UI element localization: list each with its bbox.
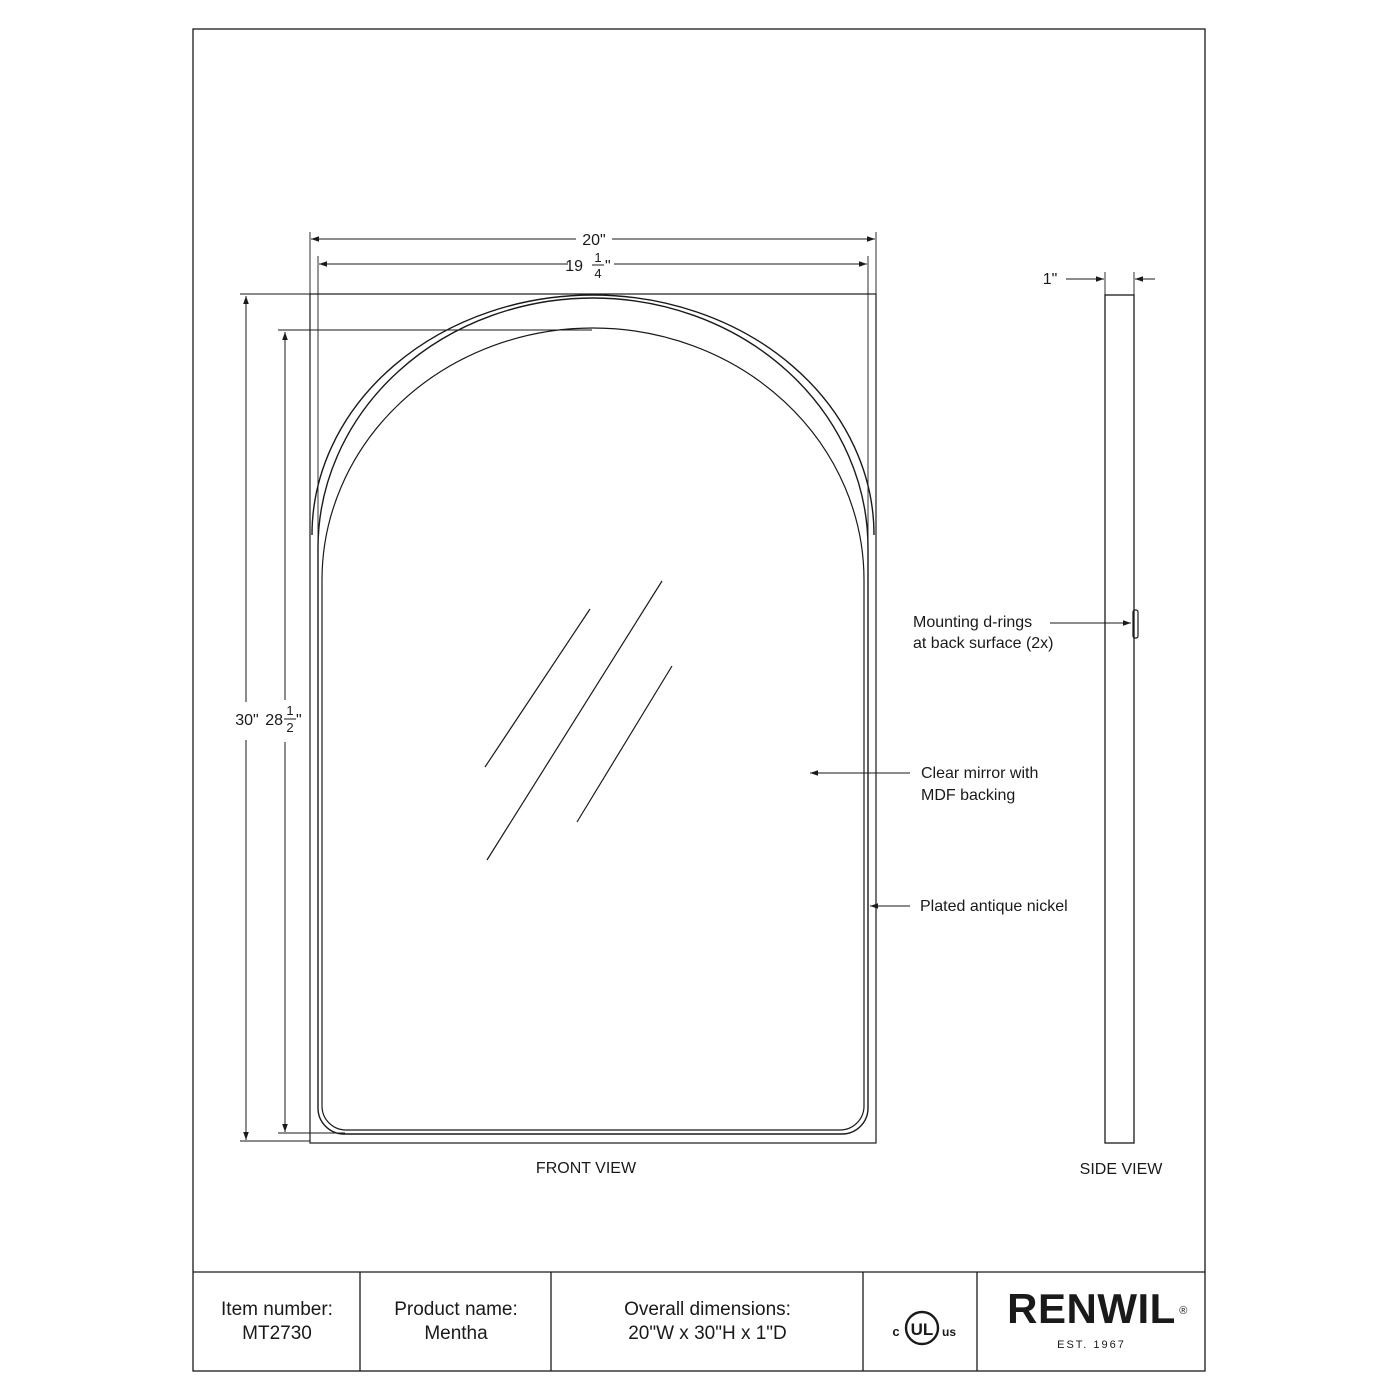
glass-reflection-line-3 bbox=[577, 666, 672, 822]
drings-callout-line-1: Mounting d-rings bbox=[913, 614, 1033, 631]
side-view bbox=[1066, 272, 1155, 1143]
inner-width-numerator: 1 bbox=[594, 250, 602, 265]
ul-center-text: UL bbox=[910, 1320, 934, 1339]
width-dimensions bbox=[310, 232, 876, 540]
mirror-callout-line-1: Clear mirror with bbox=[921, 765, 1039, 782]
frame-inner-arch bbox=[318, 298, 868, 1134]
drings-callout-line-2: at back surface (2x) bbox=[913, 635, 1054, 652]
product-name-value: Mentha bbox=[424, 1323, 488, 1344]
glass-reflection-line-2 bbox=[487, 581, 662, 860]
overall-dimensions-value: 20"W x 30"H x 1"D bbox=[628, 1323, 787, 1344]
renwil-name: RENWIL bbox=[1007, 1285, 1176, 1332]
side-profile bbox=[1105, 295, 1134, 1143]
glass-reflection-line-1 bbox=[485, 609, 590, 767]
inner-width-whole: 19 bbox=[565, 258, 583, 275]
front-view-bounding-frame bbox=[310, 294, 876, 1143]
inner-width-unit: " bbox=[605, 258, 611, 275]
inner-width-denominator: 4 bbox=[594, 266, 602, 281]
product-name-cell bbox=[361, 1273, 551, 1371]
depth-label: 1" bbox=[1042, 271, 1058, 288]
inner-height-label bbox=[265, 703, 301, 735]
overall-dimensions-label: Overall dimensions: bbox=[624, 1299, 791, 1320]
ul-c-text: c bbox=[892, 1324, 900, 1339]
ul-us-text: us bbox=[941, 1325, 957, 1339]
inner-height-unit: " bbox=[296, 712, 302, 729]
registered-mark: ® bbox=[1179, 1305, 1188, 1317]
item-number-label: Item number: bbox=[221, 1299, 333, 1320]
mirror-callout-line-2: MDF backing bbox=[921, 787, 1016, 804]
overall-height-label: 30" bbox=[235, 712, 259, 729]
renwil-wordmark bbox=[1007, 1285, 1188, 1332]
overall-width-label: 20" bbox=[582, 232, 606, 249]
overall-dimensions-cell bbox=[552, 1273, 863, 1371]
inner-height-whole: 28 bbox=[265, 712, 283, 729]
inner-height-denominator: 2 bbox=[286, 720, 294, 735]
product-name-label: Product name: bbox=[394, 1299, 518, 1320]
frame-outer-arch bbox=[312, 295, 874, 535]
sheet-border bbox=[193, 29, 1205, 1371]
front-view-label: FRONT VIEW bbox=[535, 1160, 637, 1177]
item-number-cell bbox=[194, 1273, 360, 1371]
renwil-logo bbox=[978, 1273, 1205, 1371]
finish-callout: Plated antique nickel bbox=[920, 898, 1068, 915]
mirror-glass-outline bbox=[322, 328, 864, 1130]
inner-height-numerator: 1 bbox=[286, 703, 294, 718]
item-number-value: MT2730 bbox=[242, 1323, 312, 1344]
front-view bbox=[310, 294, 876, 1143]
renwil-tagline: EST. 1967 bbox=[1057, 1339, 1126, 1351]
side-view-label: SIDE VIEW bbox=[1079, 1161, 1163, 1178]
inner-width-label bbox=[565, 250, 610, 281]
ul-certification-icon bbox=[890, 1308, 960, 1348]
